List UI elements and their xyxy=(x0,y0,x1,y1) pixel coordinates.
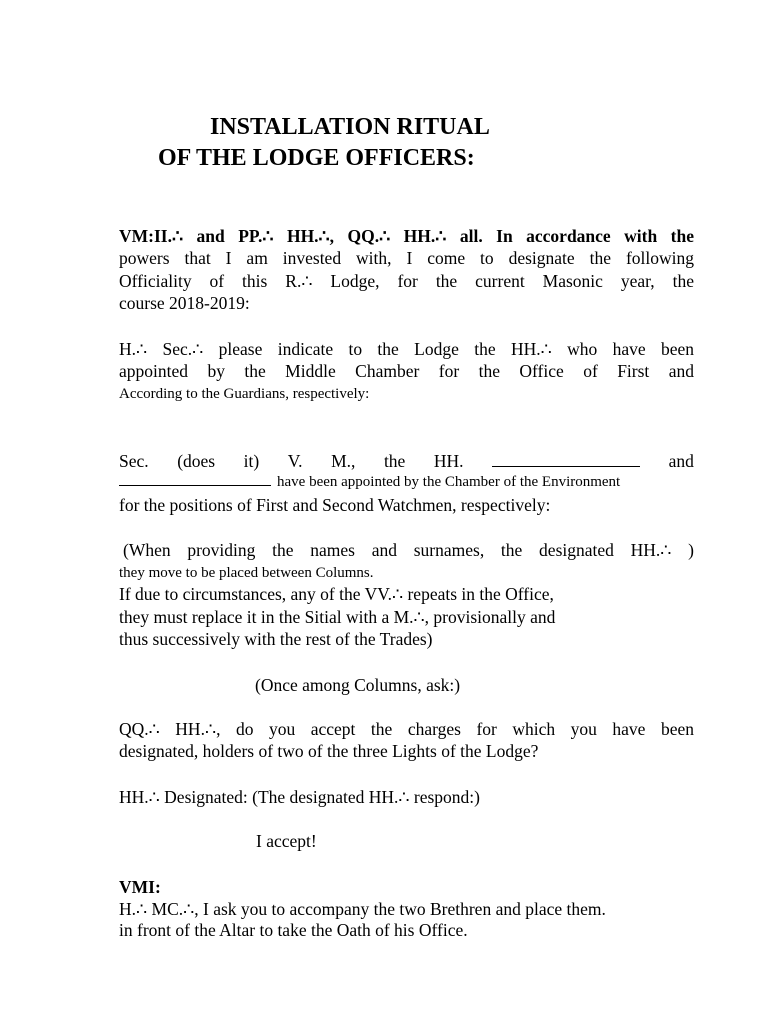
word: (does xyxy=(177,451,216,471)
appointment-line-2 xyxy=(119,471,694,493)
question-line-2: designated, holders of two of the three Lights of the Lodge? xyxy=(119,741,539,761)
name-blank-1 xyxy=(492,465,640,467)
word: and xyxy=(668,451,694,471)
response-text: I accept! xyxy=(256,831,317,851)
word: HH. xyxy=(433,451,464,471)
appointment-line-1 xyxy=(119,450,694,472)
instruction-line-3: If due to circumstances, any of the VV.∴ repeats in the Office, xyxy=(119,584,554,604)
instruction-line-2: they move to be placed between Columns. xyxy=(119,565,374,581)
word: it) xyxy=(243,451,260,471)
word: the xyxy=(383,451,406,471)
secretary-line-3: According to the Guardians, respectively: xyxy=(119,386,370,402)
opening-declaration-bold: VM:II.∴ and PP.∴ HH.∴, QQ.∴ HH.∴ all. In accordance with the xyxy=(119,226,694,246)
word: Sec. xyxy=(119,451,149,471)
instruction-line-1: (When providing the names and surnames, the designated HH.∴ ) xyxy=(123,540,694,560)
opening-line-4: course 2018-2019: xyxy=(119,293,250,313)
response-cue: HH.∴ Designated: (The designated HH.∴ respond:) xyxy=(119,787,480,807)
secretary-line-2: appointed by the Middle Chamber for the Office of First and xyxy=(119,361,694,381)
appointment-text: have been appointed by the Chamber of the Environment xyxy=(277,474,621,490)
opening-line-3: Officiality of this R.∴ Lodge, for the current Masonic year, the xyxy=(119,271,694,291)
stage-direction: (Once among Columns, ask:) xyxy=(255,675,461,695)
name-blank-2 xyxy=(119,484,271,486)
opening-line-2: powers that I am invested with, I come to designate the following xyxy=(119,248,694,268)
secretary-line-1: H.∴ Sec.∴ please indicate to the Lodge the HH.∴ who have been xyxy=(119,339,694,359)
vmi-line-1: H.∴ MC.∴, I ask you to accompany the two Brethren and place them. xyxy=(119,899,606,919)
vmi-line-2: in front of the Altar to take the Oath of his Office. xyxy=(119,920,468,940)
word: M., xyxy=(331,451,356,471)
instruction-line-5: thus successively with the rest of the Trades) xyxy=(119,629,433,649)
title-line-1: INSTALLATION RITUAL xyxy=(210,114,490,140)
word: V. xyxy=(287,451,303,471)
question-line-1: QQ.∴ HH.∴, do you accept the charges for which you have been xyxy=(119,719,694,739)
vmi-heading: VMI: xyxy=(119,877,161,897)
instruction-line-4: they must replace it in the Sitial with a M.∴, provisionally and xyxy=(119,607,556,627)
title-line-2: OF THE LODGE OFFICERS: xyxy=(158,145,475,171)
appointment-line-3: for the positions of First and Second Watchmen, respectively: xyxy=(119,495,551,515)
